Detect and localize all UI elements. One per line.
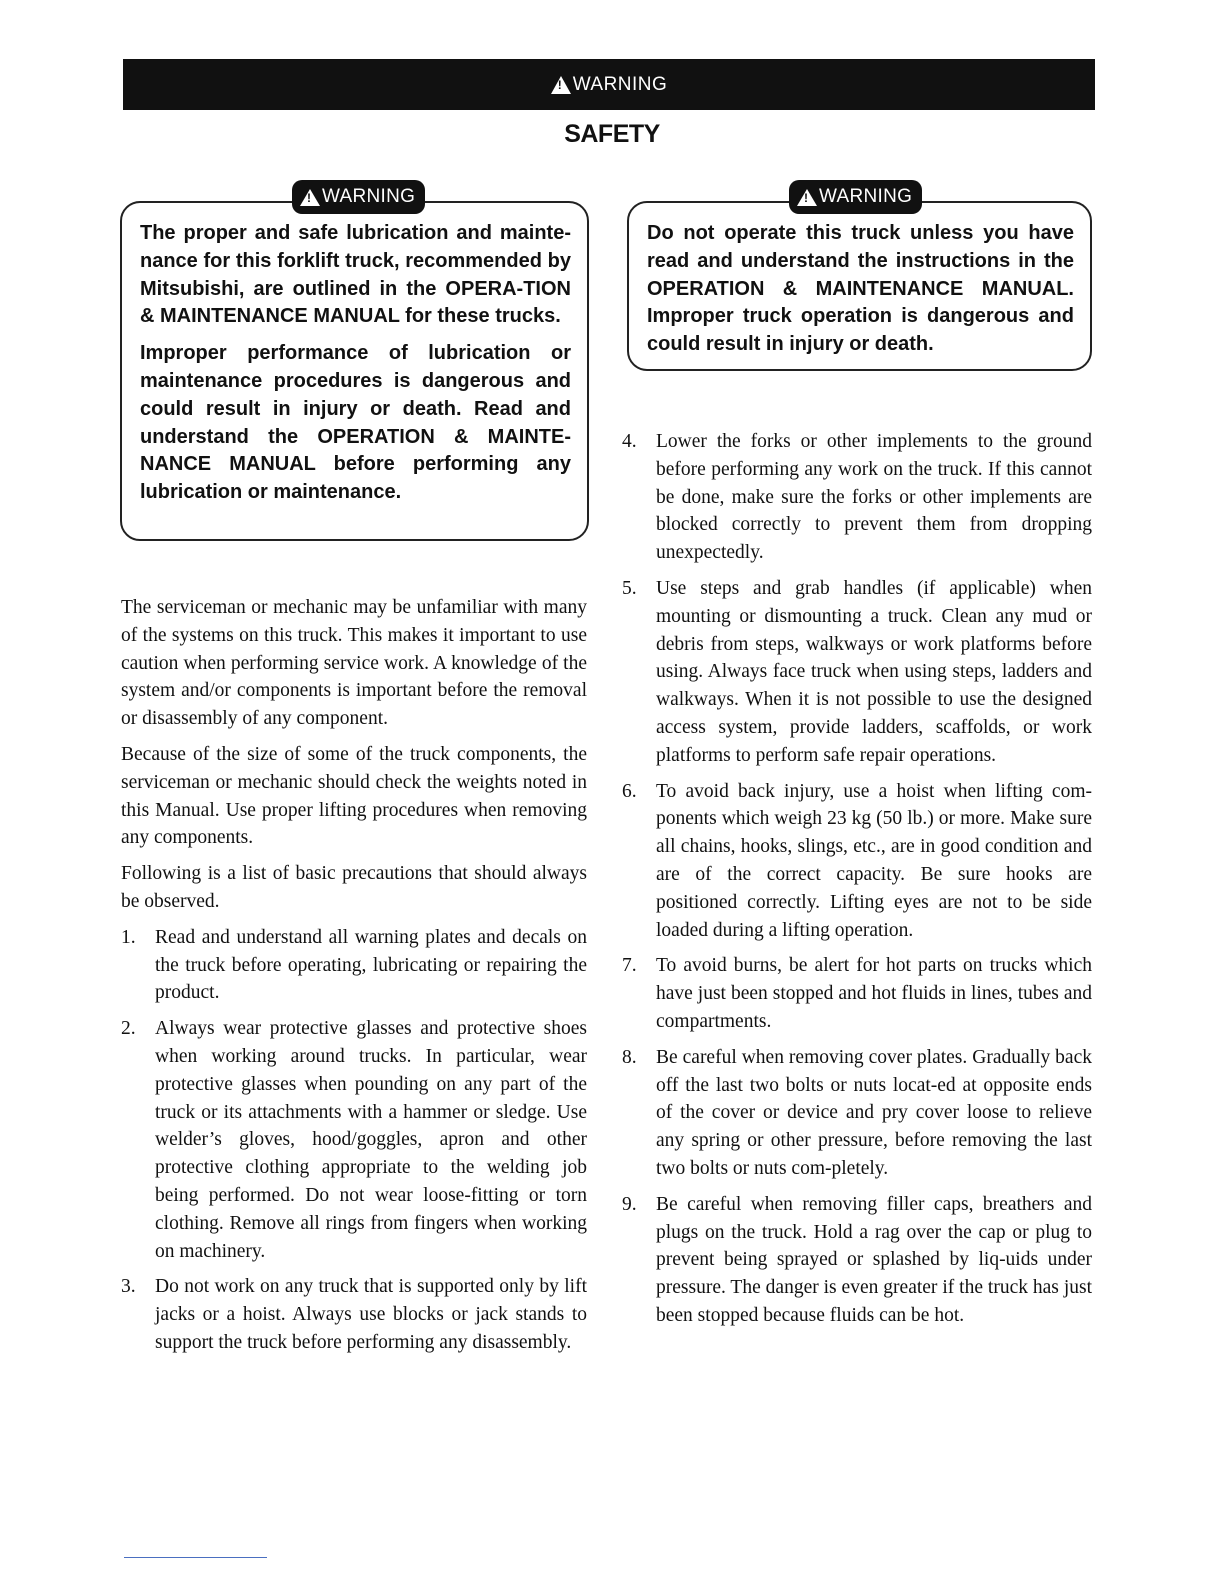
warning-triangle-icon [797,189,817,206]
precaution-text: Do not work on any truck that is supported only by lift jacks or a hoist. Always use blocks or jack stands to support the truck before performing any disassembly. [155,1276,587,1353]
precaution-text: Be careful when removing filler caps, breathers and plugs on the truck. Hold a rag over the cap or plug to prevent being sprayed or splashed by liq-uids under pressure. The danger is even greater if the truck has just been stopped because fluids can be hot. [656,1193,1092,1326]
precaution-item [121,924,587,1007]
warning-banner [123,59,1095,110]
warning-banner-label: WARNING [572,73,668,95]
precaution-item [121,1015,587,1265]
precaution-item [622,778,1092,945]
precaution-number: 9. [622,1193,637,1215]
right-column [622,428,1092,1338]
precaution-item [622,428,1092,567]
precaution-text: Read and understand all warning plates and decals on the truck before operating, lubricating or repairing the product. [155,926,587,1004]
warning-paragraph: Improper performance of lubrication or maintenance procedures is dangerous and could result in injury or death. Read and understand the OPERATION & MAINTE-NANCE MANUAL before performing any lubrication or maintenance. [140,342,571,504]
precaution-item [121,1273,587,1356]
warning-paragraph: Do not operate this truck unless you have read and understand the instructions in the OPERATION & MAINTENANCE MANUAL. Improper truck operation is dangerous and could result in injury or death. [647,222,1074,356]
precaution-text: To avoid back injury, use a hoist when lifting com-ponents which weigh 23 kg (50 lb.) or more. Make sure all chains, hooks, slings, etc., are in good condition and are of the correct capacity. Be sure hooks are positioned correctly. Lifting eyes are not to be side loaded during a lifting operation. [656,780,1092,941]
precaution-item [622,952,1092,1035]
warning-label [292,180,425,214]
page-title: SAFETY [564,120,660,148]
precaution-number: 3. [121,1276,136,1298]
operation-warning-box [627,186,1092,371]
precaution-text: To avoid burns, be alert for hot parts on trucks which have just been stopped and hot fluids in lines, tubes and compartments. [656,955,1092,1032]
intro-paragraph: The serviceman or mechanic may be unfamiliar with many of the systems on this truck. This makes it important to use caution when performing service work. A knowledge of the system and/or components is important before the removal or disassembly of any component. [121,597,587,730]
precaution-number: 5. [622,577,637,599]
left-column [121,594,587,1365]
intro-paragraph: Following is a list of basic precautions that should always be observed. [121,863,587,912]
precaution-number: 8. [622,1046,637,1068]
precaution-text: Be careful when removing cover plates. Gradually back off the last two bolts or nuts locat-ed at opposite ends of the cover or device and pry cover loose to relieve any spring or other pressure, before removing the last two bolts or nuts com-pletely. [656,1046,1092,1179]
precaution-number: 1. [121,926,136,948]
warning-paragraph: The proper and safe lubrication and mainte-nance for this forklift truck, recommended by Mitsubishi, are outlined in the OPERA-TION & MAINTENANCE MANUAL for these trucks. [140,222,571,328]
precaution-text: Lower the forks or other implements to the ground before performing any work on the truck. If this cannot be done, make sure the forks or other implements are blocked correctly to prevent them from dropping unexpectedly. [656,431,1092,564]
precaution-text: Use steps and grab handles (if applicable) when mounting or dismounting a truck. Clean any mud or debris from steps, walkways or work platforms before using. Always face truck when using steps, ladders and walkways. When it is not possible to use the designed access system, provide ladders, scaffolds, or work platforms to perform safe repair operations. [656,577,1092,766]
precaution-number: 6. [622,780,637,802]
warning-triangle-icon [551,76,571,94]
precaution-number: 2. [121,1018,136,1040]
precaution-item [622,1044,1092,1183]
warning-triangle-icon [300,189,320,206]
precaution-number: 4. [622,431,637,452]
precaution-item [622,575,1092,770]
warning-label-text: WARNING [322,186,416,208]
precaution-text: Always wear protective glasses and protective shoes when working around trucks. In particular, wear protective glasses when pounding on any part of the truck or its attachments with a hammer or sledge. Use welder’s gloves, hood/goggles, apron and other protective clothing appropriate to the welding job being performed. Do not wear loose-fitting or torn clothing. Remove all rings from fingers when working on machinery. [155,1018,587,1262]
intro-paragraph: Because of the size of some of the truck components, the serviceman or mechanic should check the weights noted in this Manual. Use proper lifting procedures when removing any components. [121,743,587,849]
precaution-number: 7. [622,955,637,977]
warning-label [789,180,922,214]
warning-label-text: WARNING [819,186,913,208]
lubrication-warning-box [120,186,589,541]
footer-rule [124,1557,267,1558]
precaution-item [622,1191,1092,1330]
